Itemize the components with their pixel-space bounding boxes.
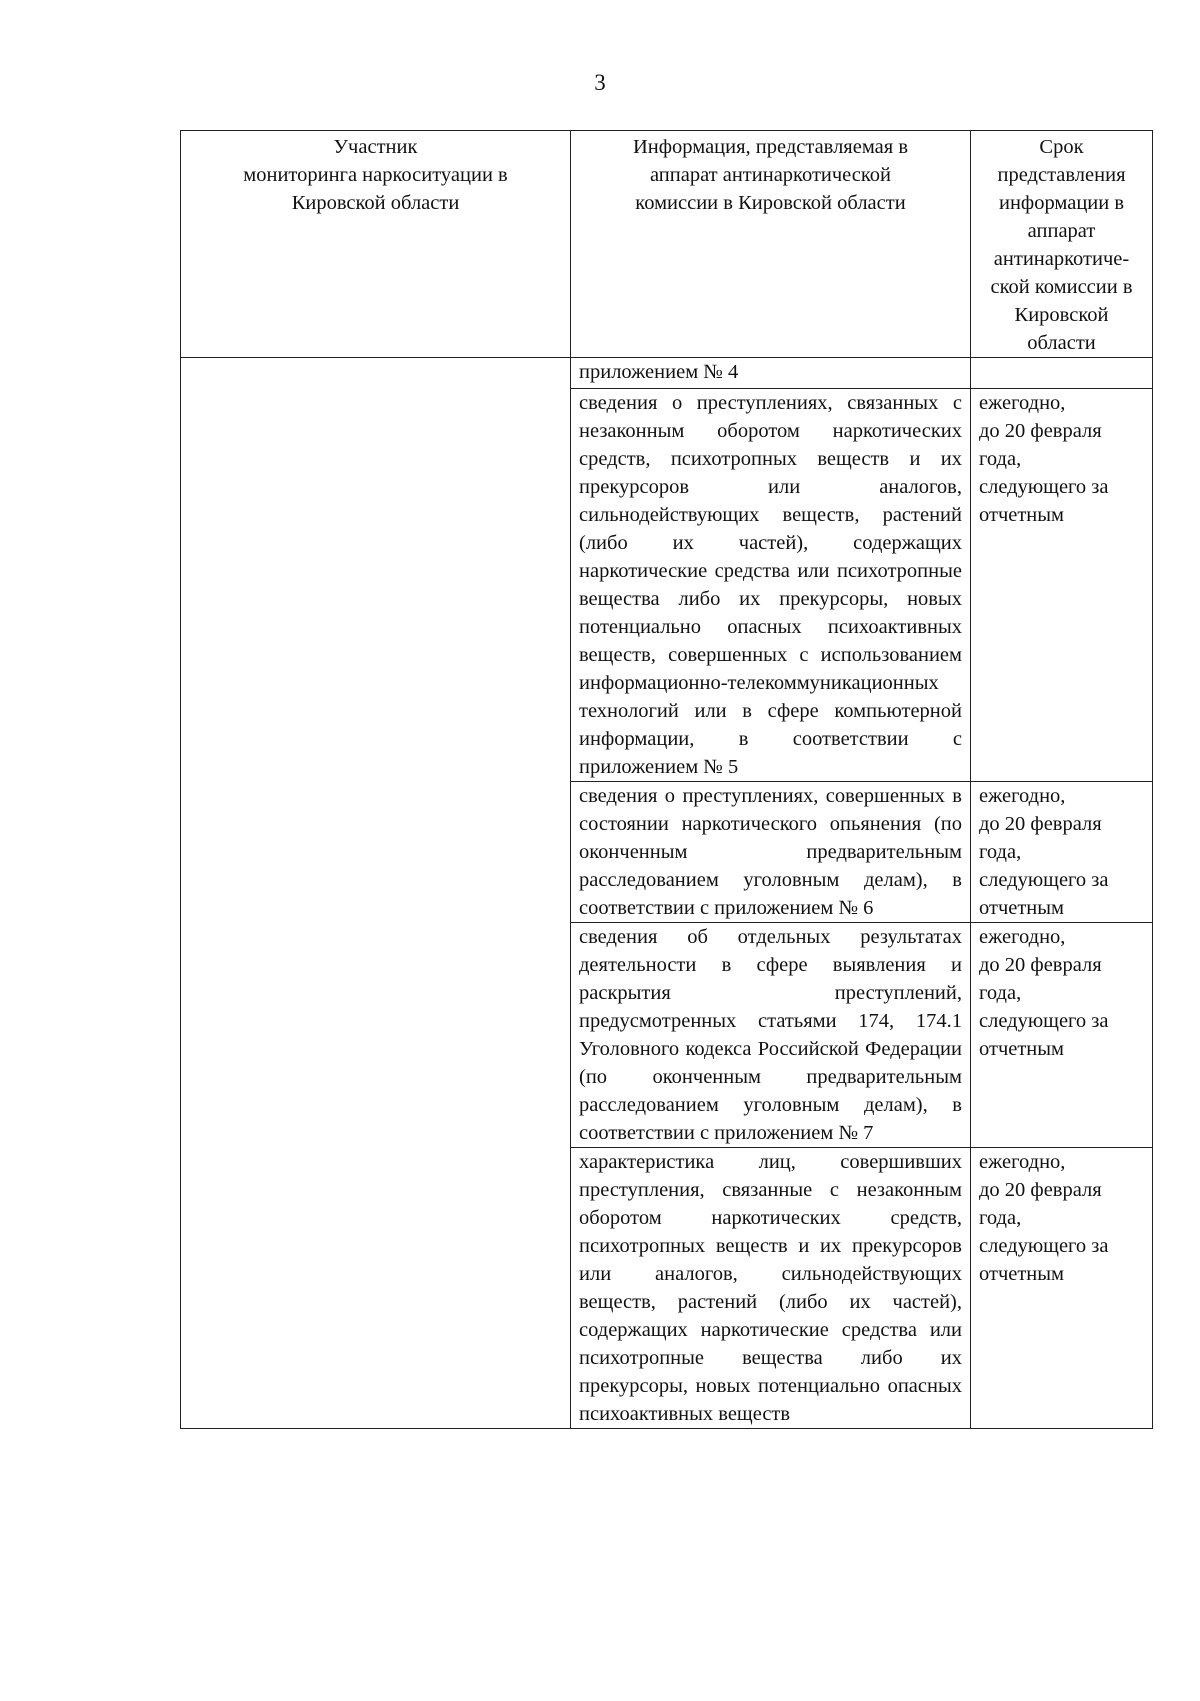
header-information-line: комиссии в Кировской области bbox=[635, 192, 906, 214]
info-cell: сведения о преступлениях, связанных с незаконным оборотом наркотических средств, психотропных веществ и их прекурсоров или аналогов, сильнодействующих веществ, растений (либо их частей), содержащих наркотические средства или психотропные вещества либо их прекурсоры, новых потенциально опасных психоактивных веществ, совершенных с использованием информационно-телекоммуникационных технологий или в сфере компьютерной информации, в соответствии с приложением № 5 bbox=[571, 389, 971, 782]
header-deadline-line: представления bbox=[997, 164, 1126, 186]
header-deadline-line: информации в bbox=[998, 192, 1125, 214]
monitoring-table bbox=[180, 130, 1153, 1429]
page-number: 3 bbox=[594, 70, 606, 95]
deadline-line: года, bbox=[979, 841, 1022, 863]
table-header-row bbox=[181, 131, 1153, 358]
header-information-line: Информация, представляемая в bbox=[632, 136, 909, 158]
info-cell: сведения об отдельных результатах деятельности в сфере выявления и раскрытия преступлений, предусмотренных статьями 174, 174.1 Уголовного кодекса Российской Федерации (по оконченным предварительным расследованием уголовным делам), в соответствии с приложением № 7 bbox=[571, 923, 971, 1148]
header-deadline-line: Срок bbox=[1039, 136, 1084, 158]
deadline-line: до 20 февраля bbox=[979, 813, 1102, 835]
deadline-line: ежегодно, bbox=[979, 785, 1066, 807]
header-deadline-line: ской комиссии в bbox=[990, 276, 1133, 298]
deadline-line: следующего за bbox=[979, 869, 1109, 891]
deadline-cell bbox=[971, 782, 1153, 923]
deadline-line: следующего за bbox=[979, 1235, 1109, 1257]
participant-cell-empty bbox=[181, 358, 571, 1429]
header-deadline-line: антинаркотиче- bbox=[993, 248, 1130, 270]
header-deadline-line: области bbox=[1027, 332, 1096, 354]
deadline-line: ежегодно, bbox=[979, 1151, 1066, 1173]
info-cell: сведения о преступлениях, совершенных в состоянии наркотического опьянения (по оконченным предварительным расследованием уголовным делам), в соответствии с приложением № 6 bbox=[571, 782, 971, 923]
deadline-line: отчетным bbox=[979, 1263, 1065, 1285]
deadline-cell-empty bbox=[971, 358, 1153, 389]
deadline-line: следующего за bbox=[979, 476, 1109, 498]
deadline-line: до 20 февраля bbox=[979, 1179, 1102, 1201]
header-deadline-line: аппарат bbox=[1027, 220, 1096, 242]
header-participant-line: Кировской области bbox=[291, 192, 460, 214]
deadline-line: года, bbox=[979, 1207, 1022, 1229]
header-participant-line: мониторинга наркоситуации в bbox=[243, 164, 508, 186]
header-participant bbox=[181, 131, 571, 358]
header-participant-line: Участник bbox=[333, 136, 418, 158]
header-deadline-line: Кировской bbox=[1014, 304, 1109, 326]
header-information bbox=[571, 131, 971, 358]
deadline-cell bbox=[971, 923, 1153, 1148]
deadline-line: ежегодно, bbox=[979, 926, 1066, 948]
deadline-cell bbox=[971, 389, 1153, 782]
deadline-line: года, bbox=[979, 448, 1022, 470]
deadline-line: года, bbox=[979, 982, 1022, 1004]
deadline-line: отчетным bbox=[979, 897, 1065, 919]
header-information-line: аппарат антинаркотической bbox=[649, 164, 892, 186]
deadline-cell bbox=[971, 1148, 1153, 1429]
deadline-line: следующего за bbox=[979, 1010, 1109, 1032]
info-cell: характеристика лиц, совершивших преступления, связанные с незаконным оборотом наркотических средств, психотропных веществ и их прекурсоров или аналогов, сильнодействующих веществ, растений (либо их частей), содержащих наркотические средства или психотропные вещества либо их прекурсоры, новых потенциально опасных психоактивных веществ bbox=[571, 1148, 971, 1429]
deadline-line: отчетным bbox=[979, 504, 1065, 526]
info-cell: приложением № 4 bbox=[571, 358, 971, 389]
deadline-line: до 20 февраля bbox=[979, 954, 1102, 976]
table-row bbox=[181, 358, 1153, 389]
header-deadline bbox=[971, 131, 1153, 358]
deadline-line: ежегодно, bbox=[979, 392, 1066, 414]
deadline-line: до 20 февраля bbox=[979, 420, 1102, 442]
deadline-line: отчетным bbox=[979, 1038, 1065, 1060]
